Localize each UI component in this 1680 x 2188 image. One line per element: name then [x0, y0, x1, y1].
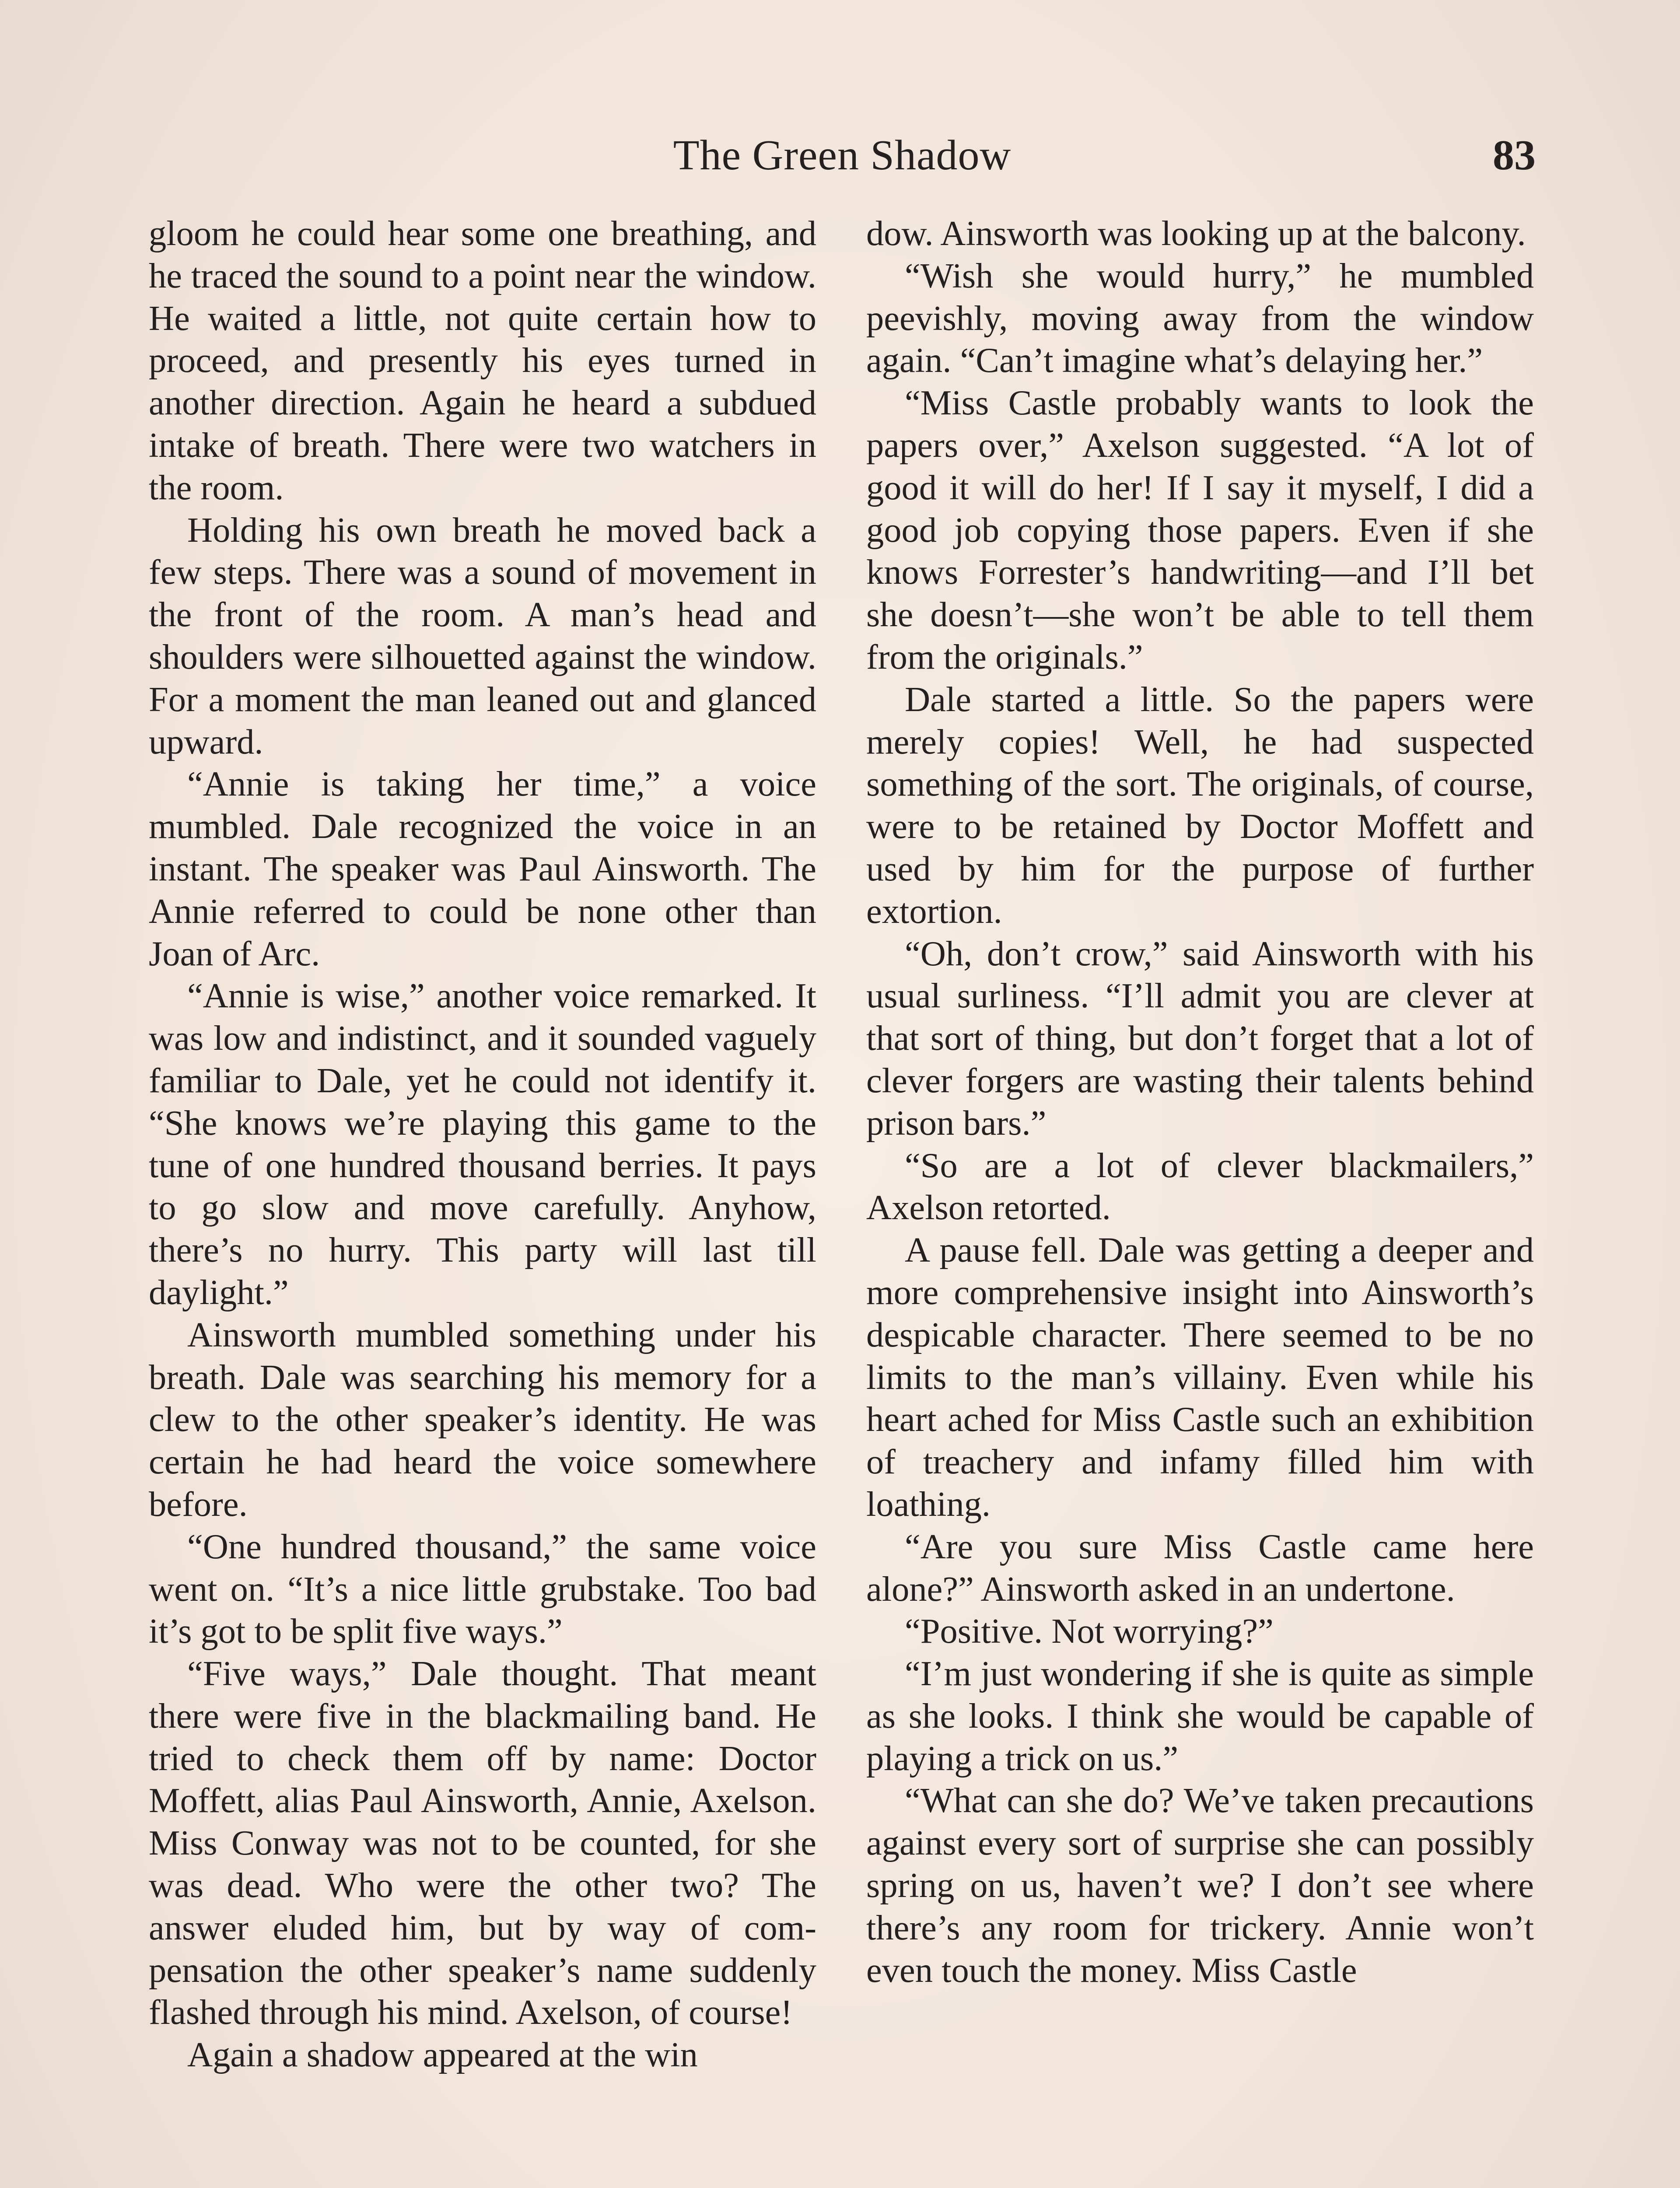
- paragraph: “Annie is wise,” another voice remarked. It was low and indistinct, and it sounded vaguely familiar to Dale, yet he could not identify it. “She knows we’re playing this game to the tune of one hundred thousand berries. It pays to go slow and move carefully. Anyhow, there’s no hurry. This party will last till daylight.”: [149, 976, 816, 1312]
- paragraph: Again a shadow appeared at the win: [187, 2035, 698, 2075]
- paragraph: “Five ways,” Dale thought. That meant there were five in the blackmailing band. He tried to check them off by name: Doctor Moffett, alias Paul Ainsworth, Annie, Axelson. Miss Conway was not to be counted, for she was dead. Who were the other two? The answer eluded him, but by way of compensation the other speaker’s name suddenly flashed through his mind. Axelson, of course!: [149, 1654, 816, 2032]
- running-head: The Green Shadow: [673, 132, 1012, 179]
- paragraph: “Oh, don’t crow,” said Ainsworth with his usual surliness. “I’ll admit you are clever at that sort of thing, but don’t forget that a lot of clever forgers are wasting their talents behind prison bars.”: [866, 934, 1534, 1143]
- paragraph: gloom he could hear some one breathing, and he traced the sound to a point near the window. He waited a little, not quite certain how to proceed, and presently his eyes turned in another direction. Again he heard a subdued intake of breath. There were two watchers in the room.: [149, 214, 816, 507]
- paragraph: “Annie is taking her time,” a voice mumbled. Dale recognized the voice in an instant. The speaker was Paul Ainsworth. The Annie referred to could be none other than Joan of Arc.: [149, 764, 816, 973]
- paragraph: Holding his own breath he moved back a few steps. There was a sound of movement in the front of the room. A man’s head and shoulders were silhouetted against the window. For a moment the man leaned out and glanced upward.: [149, 510, 816, 761]
- paragraph: “Miss Castle probably wants to look the papers over,” Axelson suggested. “A lot of good it will do her! If I say it myself, I did a good job copying those papers. Even if she knows Forrester’s handwriting—and I’ll bet she doesn’t—she won’t be able to tell them from the originals.”: [866, 383, 1534, 677]
- paragraph: “Positive. Not worrying?”: [905, 1612, 1274, 1651]
- paragraph: dow. Ainsworth was looking up at the balcony.: [866, 214, 1526, 253]
- paragraph: “One hundred thousand,” the same voice went on. “It’s a nice little grubstake. Too bad it’s got to be split five ways.”: [149, 1527, 816, 1651]
- paragraph: “Are you sure Miss Castle came here alone?” Ainsworth asked in an undertone.: [866, 1527, 1534, 1609]
- left-column: [149, 213, 816, 2076]
- right-column: [866, 213, 1534, 1992]
- page-number: 83: [1493, 132, 1536, 179]
- page-header: [149, 127, 1536, 184]
- paragraph: “So are a lot of clever blackmailers,” Axelson retorted.: [866, 1146, 1534, 1227]
- paragraph: Dale started a little. So the papers were merely copies! Well, he had suspected something of the sort. The originals, of course, were to be retained by Doctor Moffett and used by him for the purpose of further extortion.: [866, 680, 1534, 931]
- paragraph: “What can she do? We’ve taken precautions against every sort of surprise she can possibly spring on us, haven’t we? I don’t see where there’s any room for trickery. Annie won’t even touch the money. Miss Castle: [866, 1781, 1534, 1990]
- paragraph: “Wish she would hurry,” he mumbled peevishly, moving away from the window again. “Can’t imagine what’s delaying her.”: [866, 256, 1534, 380]
- paragraph: “I’m just wondering if she is quite as simple as she looks. I think she would be capable of playing a trick on us.”: [866, 1654, 1534, 1778]
- paragraph: Ainsworth mumbled something under his breath. Dale was searching his memory for a clew to the other speaker’s identity. He was certain he had heard the voice somewhere before.: [149, 1315, 816, 1524]
- paragraph: A pause fell. Dale was getting a deeper and more comprehensive insight into Ainsworth’s despicable character. There seemed to be no limits to the man’s villainy. Even while his heart ached for Miss Castle such an exhibition of treachery and infamy filled him with loathing.: [866, 1231, 1534, 1524]
